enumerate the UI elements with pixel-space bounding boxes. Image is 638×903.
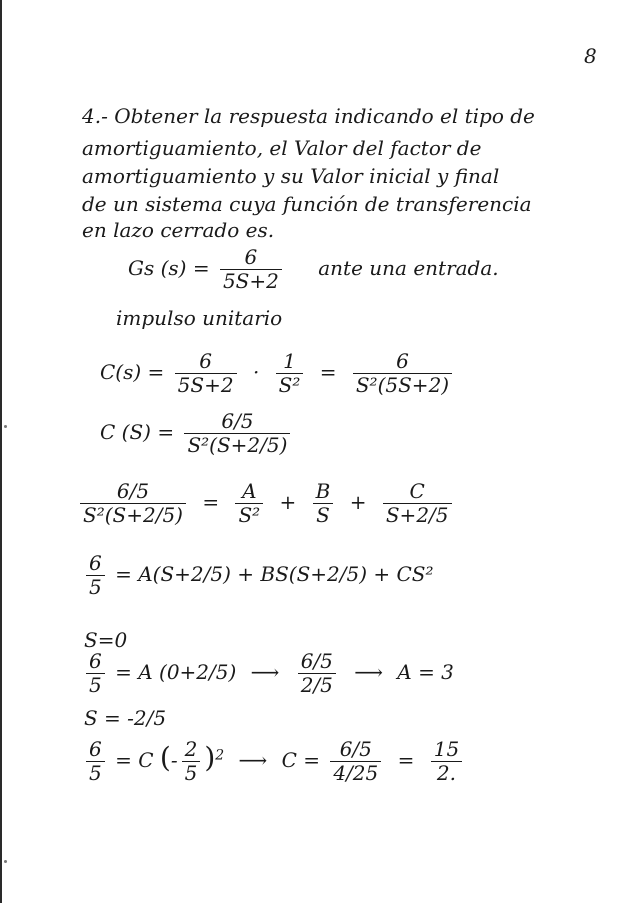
case2-final bbox=[431, 738, 462, 785]
eq3-b-frac bbox=[313, 480, 334, 527]
paren-close: ) bbox=[204, 741, 216, 774]
page-number: 8 bbox=[584, 44, 597, 68]
eq1-frac1-den: 5S+2 bbox=[177, 373, 234, 397]
scan-speck bbox=[4, 425, 7, 428]
case1-ratio bbox=[298, 650, 336, 697]
eq4-lhs-num: 6 bbox=[86, 552, 105, 576]
case2-lhs-den: 5 bbox=[89, 761, 102, 785]
eq3-c-frac bbox=[383, 480, 452, 527]
case2-lhs-num: 6 bbox=[86, 738, 105, 762]
paren-open: ( bbox=[159, 741, 171, 774]
eq3-plus: + bbox=[349, 490, 367, 514]
problem-line: amortiguamiento y su Valor inicial y final bbox=[82, 164, 500, 188]
case1-lhs-den: 5 bbox=[89, 673, 102, 697]
eq-c-normalized bbox=[100, 410, 294, 457]
gs-num: 6 bbox=[220, 246, 282, 270]
eq3-a-frac bbox=[235, 480, 263, 527]
problem-line: 4.- Obtener la respuesta indicando el tipo de bbox=[82, 104, 535, 128]
case1-lhs-num: 6 bbox=[86, 650, 105, 674]
case2-equals: = bbox=[397, 748, 415, 772]
eq1-frac1-num: 6 bbox=[175, 350, 237, 374]
case2-paren-den: 5 bbox=[184, 761, 198, 785]
eq1-frac3-den: S²(5S+2) bbox=[355, 373, 450, 397]
case2-condition: S = -2/5 bbox=[84, 706, 167, 730]
case1-result: A = 3 bbox=[397, 660, 454, 684]
case2-c-eq: C = bbox=[281, 748, 320, 772]
case1-equation bbox=[82, 650, 454, 697]
case2-ratio-den: 4/25 bbox=[333, 761, 379, 785]
case1-condition: S=0 bbox=[84, 628, 128, 652]
eq3-plus: + bbox=[279, 490, 297, 514]
case2-final-num: 15 bbox=[431, 738, 462, 762]
eq2-den: S²(S+2/5) bbox=[187, 433, 288, 457]
eq1-frac3-num: 6 bbox=[353, 350, 452, 374]
problem-line: amortiguamiento, el Valor del factor de bbox=[82, 136, 482, 160]
case1-ratio-den: 2/5 bbox=[300, 673, 333, 697]
eq-coefficients bbox=[82, 552, 434, 599]
case2-power: 2 bbox=[215, 747, 225, 764]
eq4-lhs-frac bbox=[86, 552, 105, 599]
case1-mid: = A (0+2/5) bbox=[115, 660, 237, 684]
eq4-rhs: = A(S+2/5) + BS(S+2/5) + CS² bbox=[115, 562, 434, 586]
page-left-edge bbox=[0, 0, 2, 903]
gs-tail: ante una entrada. bbox=[318, 256, 499, 280]
eq3-c-num: C bbox=[383, 480, 452, 504]
eq1-frac2-den: S² bbox=[278, 373, 301, 397]
case2-lhs-frac bbox=[86, 738, 105, 785]
case2-sign: - bbox=[170, 748, 178, 772]
eq3-b-den: S bbox=[316, 503, 330, 527]
gs-lhs: Gs (s) = bbox=[128, 256, 210, 280]
transfer-function bbox=[128, 246, 499, 293]
case2-mid: = C bbox=[115, 748, 154, 772]
scan-speck bbox=[4, 860, 7, 863]
case1-ratio-num: 6/5 bbox=[298, 650, 336, 674]
eq-partial-fractions bbox=[76, 480, 456, 527]
problem-line: de un sistema cuya función de transferencia bbox=[82, 192, 532, 216]
arrow-right-icon: ⟶ bbox=[250, 660, 280, 684]
eq3-lhs-frac bbox=[80, 480, 186, 527]
eq3-a-num: A bbox=[235, 480, 263, 504]
problem-line: en lazo cerrado es. bbox=[82, 218, 275, 242]
gs-den: 5S+2 bbox=[222, 269, 279, 293]
case1-lhs-frac bbox=[86, 650, 105, 697]
case2-ratio-num: 6/5 bbox=[330, 738, 381, 762]
gs-fraction bbox=[220, 246, 282, 293]
eq2-frac bbox=[184, 410, 290, 457]
eq1-lhs: C(s) = bbox=[100, 360, 165, 384]
arrow-right-icon: ⟶ bbox=[238, 748, 268, 772]
eq1-dot: · bbox=[252, 360, 260, 384]
eq3-c-den: S+2/5 bbox=[385, 503, 449, 527]
eq1-frac1 bbox=[175, 350, 237, 397]
eq2-lhs: C (S) = bbox=[100, 420, 175, 444]
eq1-frac2 bbox=[276, 350, 304, 397]
arrow-right-icon: ⟶ bbox=[354, 660, 383, 684]
case2-paren-num: 2 bbox=[182, 738, 201, 762]
eq1-frac2-num: 1 bbox=[276, 350, 304, 374]
eq3-lhs-den: S²(S+2/5) bbox=[83, 503, 183, 527]
eq-c-of-s bbox=[100, 350, 456, 397]
case2-equation bbox=[82, 738, 466, 785]
eq1-frac3 bbox=[353, 350, 452, 397]
eq4-lhs-den: 5 bbox=[89, 575, 102, 599]
eq3-a-den: S² bbox=[238, 503, 261, 527]
input-type: impulso unitario bbox=[116, 306, 283, 330]
eq3-lhs-num: 6/5 bbox=[80, 480, 186, 504]
case2-final-den: 2. bbox=[436, 761, 457, 785]
eq2-num: 6/5 bbox=[184, 410, 290, 434]
eq3-b-num: B bbox=[313, 480, 334, 504]
eq1-equals: = bbox=[319, 360, 337, 384]
eq3-equals: = bbox=[202, 490, 220, 514]
case2-paren-frac bbox=[182, 738, 201, 785]
case2-ratio bbox=[330, 738, 381, 785]
